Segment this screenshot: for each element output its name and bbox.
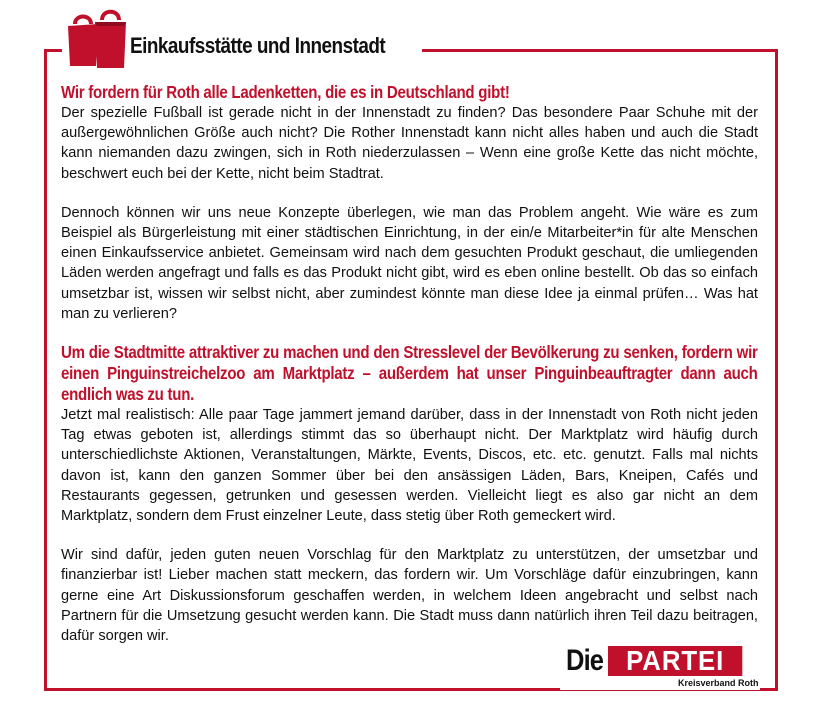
paragraph: Der spezielle Fußball ist gerade nicht in der Innenstadt zu finden? Das besondere Paar Schuhe mit der außergewöhnlichen Größe auch nicht? Die Rother Innenstadt kann nicht alles haben und auch die Stadt kann niemanden dazu zwingen, sich in Roth niederzulassen – Wenn eine große Kette das nicht möchte, beschwert euch bei der Kette, nicht beim Stadtrat.: [61, 105, 758, 182]
logo-die: Die: [566, 644, 604, 677]
logo-partei: PARTEI: [608, 646, 742, 676]
section-heading: Um die Stadtmitte attraktiver zu machen und den Stresslevel der Bevölkerung zu senken, fordern wir einen Pinguinstreichelzoo am Marktplatz – außerdem hat unser Pinguinbeauftragter dann auch endlich was zu tun.: [61, 342, 758, 405]
paragraph: Dennoch können wir uns neue Konzepte überlegen, wie man das Problem angeht. Wie wäre es zum Beispiel als Bürgerleistung mit einer städtischen Einrichtung, in der ein/e Mitarbeiter*in für alte Menschen einen Einkaufsservice anbietet. Gemeinsam wird nach dem gesuchten Produkt geschaut, die umliegenden Läden werden angefragt und falls es das Produkt nicht gibt, wird es eben online bestellt. Ob das so einfach umsetzbar ist, wissen wir selbst nicht, aber zumindest könnte man diese Idee ja einmal prüfen… Was hat man zu verlieren?: [61, 204, 758, 322]
logo-subtitle: Kreisverband Roth: [678, 678, 759, 688]
paragraph: Wir sind dafür, jeden guten neuen Vorschlag für den Marktplatz zu unterstützen, der umsetzbar und finanzierbar ist! Lieber machen statt meckern, das fordern wir. Um Vorschläge dafür einzubringen, kann gerne eine Art Diskussionsforum geschaffen werden, in welchem Ideen angebracht und selbst nach Partnern für die Umsetzung gesucht werden kann. Die Stadt muss dann natürlich ihren Teil dazu beitragen, dafür sorgen wir.: [61, 547, 758, 645]
party-logo: [560, 640, 760, 690]
paragraph: Jetzt mal realistisch: Alle paar Tage jammert jemand darüber, dass in der Innenstadt von Roth nicht jeden Tag etwas geboten ist, allerdings stimmt das so überhaupt nicht. Der Marktplatz wird häufig durch unterschiedlichste Aktionen, Veranstaltungen, Märkte, Events, Discos, etc. etc. genutzt. Falls mal nichts davon ist, kann den ganzen Sommer über bei den ansässigen Läden, Bars, Kneipen, Cafés und Restaurants gegessen, getrunken und gesessen werden. Vielleicht liegt es also gar nicht an dem Marktplatz, sondern dem Frust einzelner Leute, dass stetig über Roth gemeckert wird.: [61, 407, 758, 525]
article-body: [61, 82, 758, 646]
shopping-bag-icon: [92, 6, 128, 68]
page-title: Einkaufsstätte und Innenstadt: [130, 33, 386, 58]
section-heading: Wir fordern für Roth alle Ladenketten, die es in Deutschland gibt!: [61, 82, 510, 102]
